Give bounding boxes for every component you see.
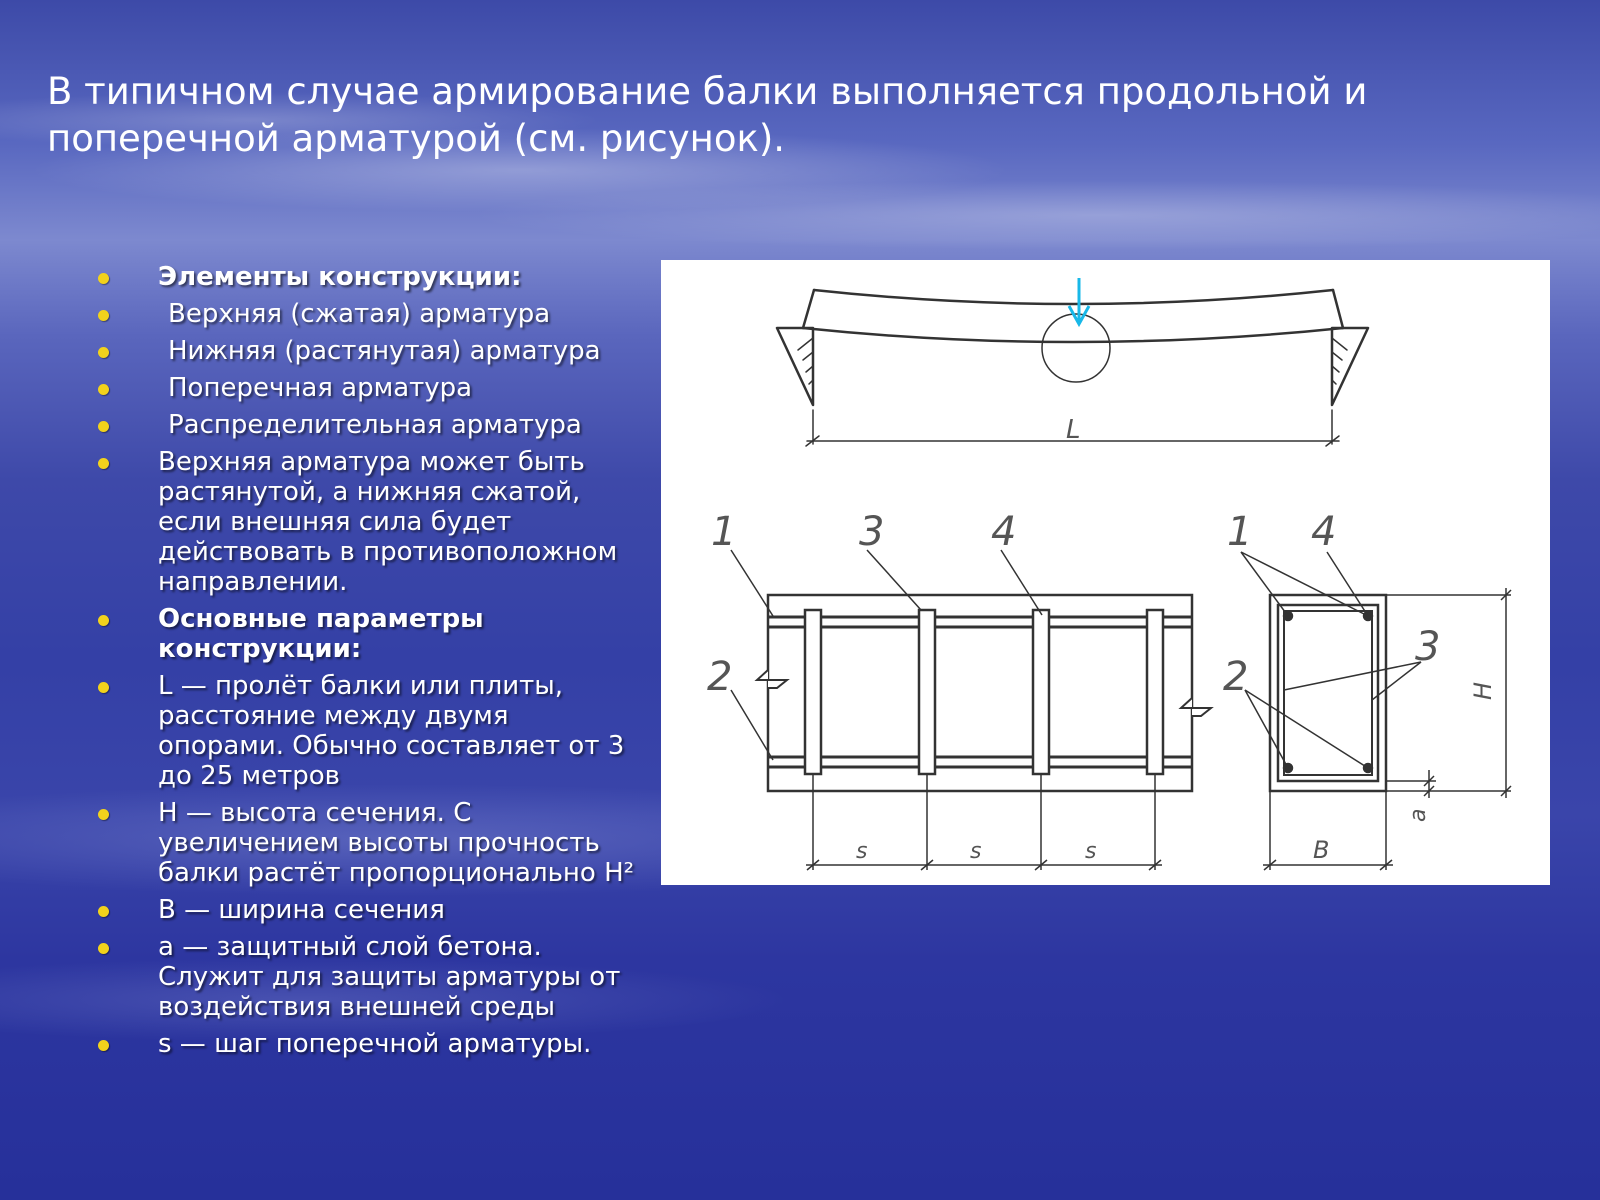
width-label: B	[1313, 836, 1330, 864]
load-arrow	[1069, 278, 1089, 324]
cover-label: a	[1406, 808, 1431, 822]
span-label: L	[1066, 415, 1081, 445]
callout-3: 3	[859, 509, 885, 555]
bullet-text: Нижняя (растянутая) арматура	[168, 336, 601, 366]
spacing-label: s	[970, 839, 982, 864]
callout-1: 1	[711, 509, 737, 555]
bullet-dot	[98, 273, 109, 284]
beam-longitudinal-view	[731, 550, 1211, 870]
bullet-dot	[98, 347, 109, 358]
slide-title: В типичном случае армирование балки выполняется продольной и поперечной арматурой (см. рисунок).	[47, 70, 1368, 160]
callout-2: 2	[707, 654, 733, 700]
list-item	[98, 798, 638, 888]
bullet-dot	[98, 1040, 109, 1051]
left-support	[777, 328, 813, 405]
bullet-text: Распределительная арматура	[168, 410, 582, 440]
list-item	[98, 1029, 638, 1059]
bullet-text: L — пролёт балки или плиты, расстояние между двумя опорами. Обычно составляет от 3 до 25 метров	[158, 671, 625, 791]
bullet-dot	[98, 906, 109, 917]
cover-dimension	[1386, 770, 1436, 798]
bullet-list	[98, 262, 638, 1066]
height-label: H	[1469, 681, 1497, 700]
list-item	[98, 932, 638, 1022]
list-item	[98, 373, 638, 403]
bullet-text: s — шаг поперечной арматуры.	[158, 1029, 592, 1059]
list-item	[98, 671, 638, 791]
bullet-text: Элементы конструкции:	[158, 262, 522, 292]
section-callout-4: 4	[1311, 509, 1337, 555]
break-mark-right	[1181, 698, 1211, 716]
bullet-text: H — высота сечения. С увеличением высоты прочность балки растёт пропорционально H²	[158, 798, 635, 888]
bullet-dot	[98, 809, 109, 820]
bullet-dot	[98, 310, 109, 321]
bullet-dot	[98, 384, 109, 395]
bullet-text: Основные параметры конструкции:	[158, 604, 484, 664]
section-callout-1: 1	[1227, 509, 1253, 555]
beam-diagram	[661, 260, 1550, 885]
callout-4: 4	[991, 509, 1017, 555]
bullet-text: B — ширина сечения	[158, 895, 445, 925]
bullet-text: a — защитный слой бетона. Служит для защиты арматуры от воздействия внешней среды	[158, 932, 621, 1022]
list-item	[98, 336, 638, 366]
spacing-label: s	[856, 839, 868, 864]
beam-reinforcement-figure	[661, 260, 1550, 885]
right-support	[1332, 328, 1368, 405]
bullet-dot	[98, 682, 109, 693]
list-item	[98, 262, 638, 292]
break-mark-left	[757, 670, 787, 688]
stirrups	[805, 610, 1163, 774]
beam-cross-section	[1241, 552, 1511, 870]
section-stirrup-inner	[1284, 611, 1372, 775]
section-callout-2: 2	[1223, 654, 1249, 700]
bullet-text: Верхняя (сжатая) арматура	[168, 299, 551, 329]
bullet-dot	[98, 943, 109, 954]
leader-lines-side	[731, 550, 1042, 760]
bullet-text: Верхняя арматура может быть растянутой, а нижняя сжатой, если внешняя сила будет действовать в противоположном направлении.	[158, 447, 618, 597]
section-callout-3: 3	[1415, 624, 1441, 670]
list-item	[98, 895, 638, 925]
list-item	[98, 299, 638, 329]
section-stirrup	[1278, 605, 1378, 781]
detail-circle	[1042, 314, 1110, 382]
list-item	[98, 604, 638, 664]
bullet-dot	[98, 458, 109, 469]
spacing-label: s	[1085, 839, 1097, 864]
list-item	[98, 447, 638, 597]
bullet-dot	[98, 421, 109, 432]
bullet-dot	[98, 615, 109, 626]
leader-lines-section	[1241, 552, 1421, 768]
bullet-text: Поперечная арматура	[168, 373, 473, 403]
list-item	[98, 410, 638, 440]
